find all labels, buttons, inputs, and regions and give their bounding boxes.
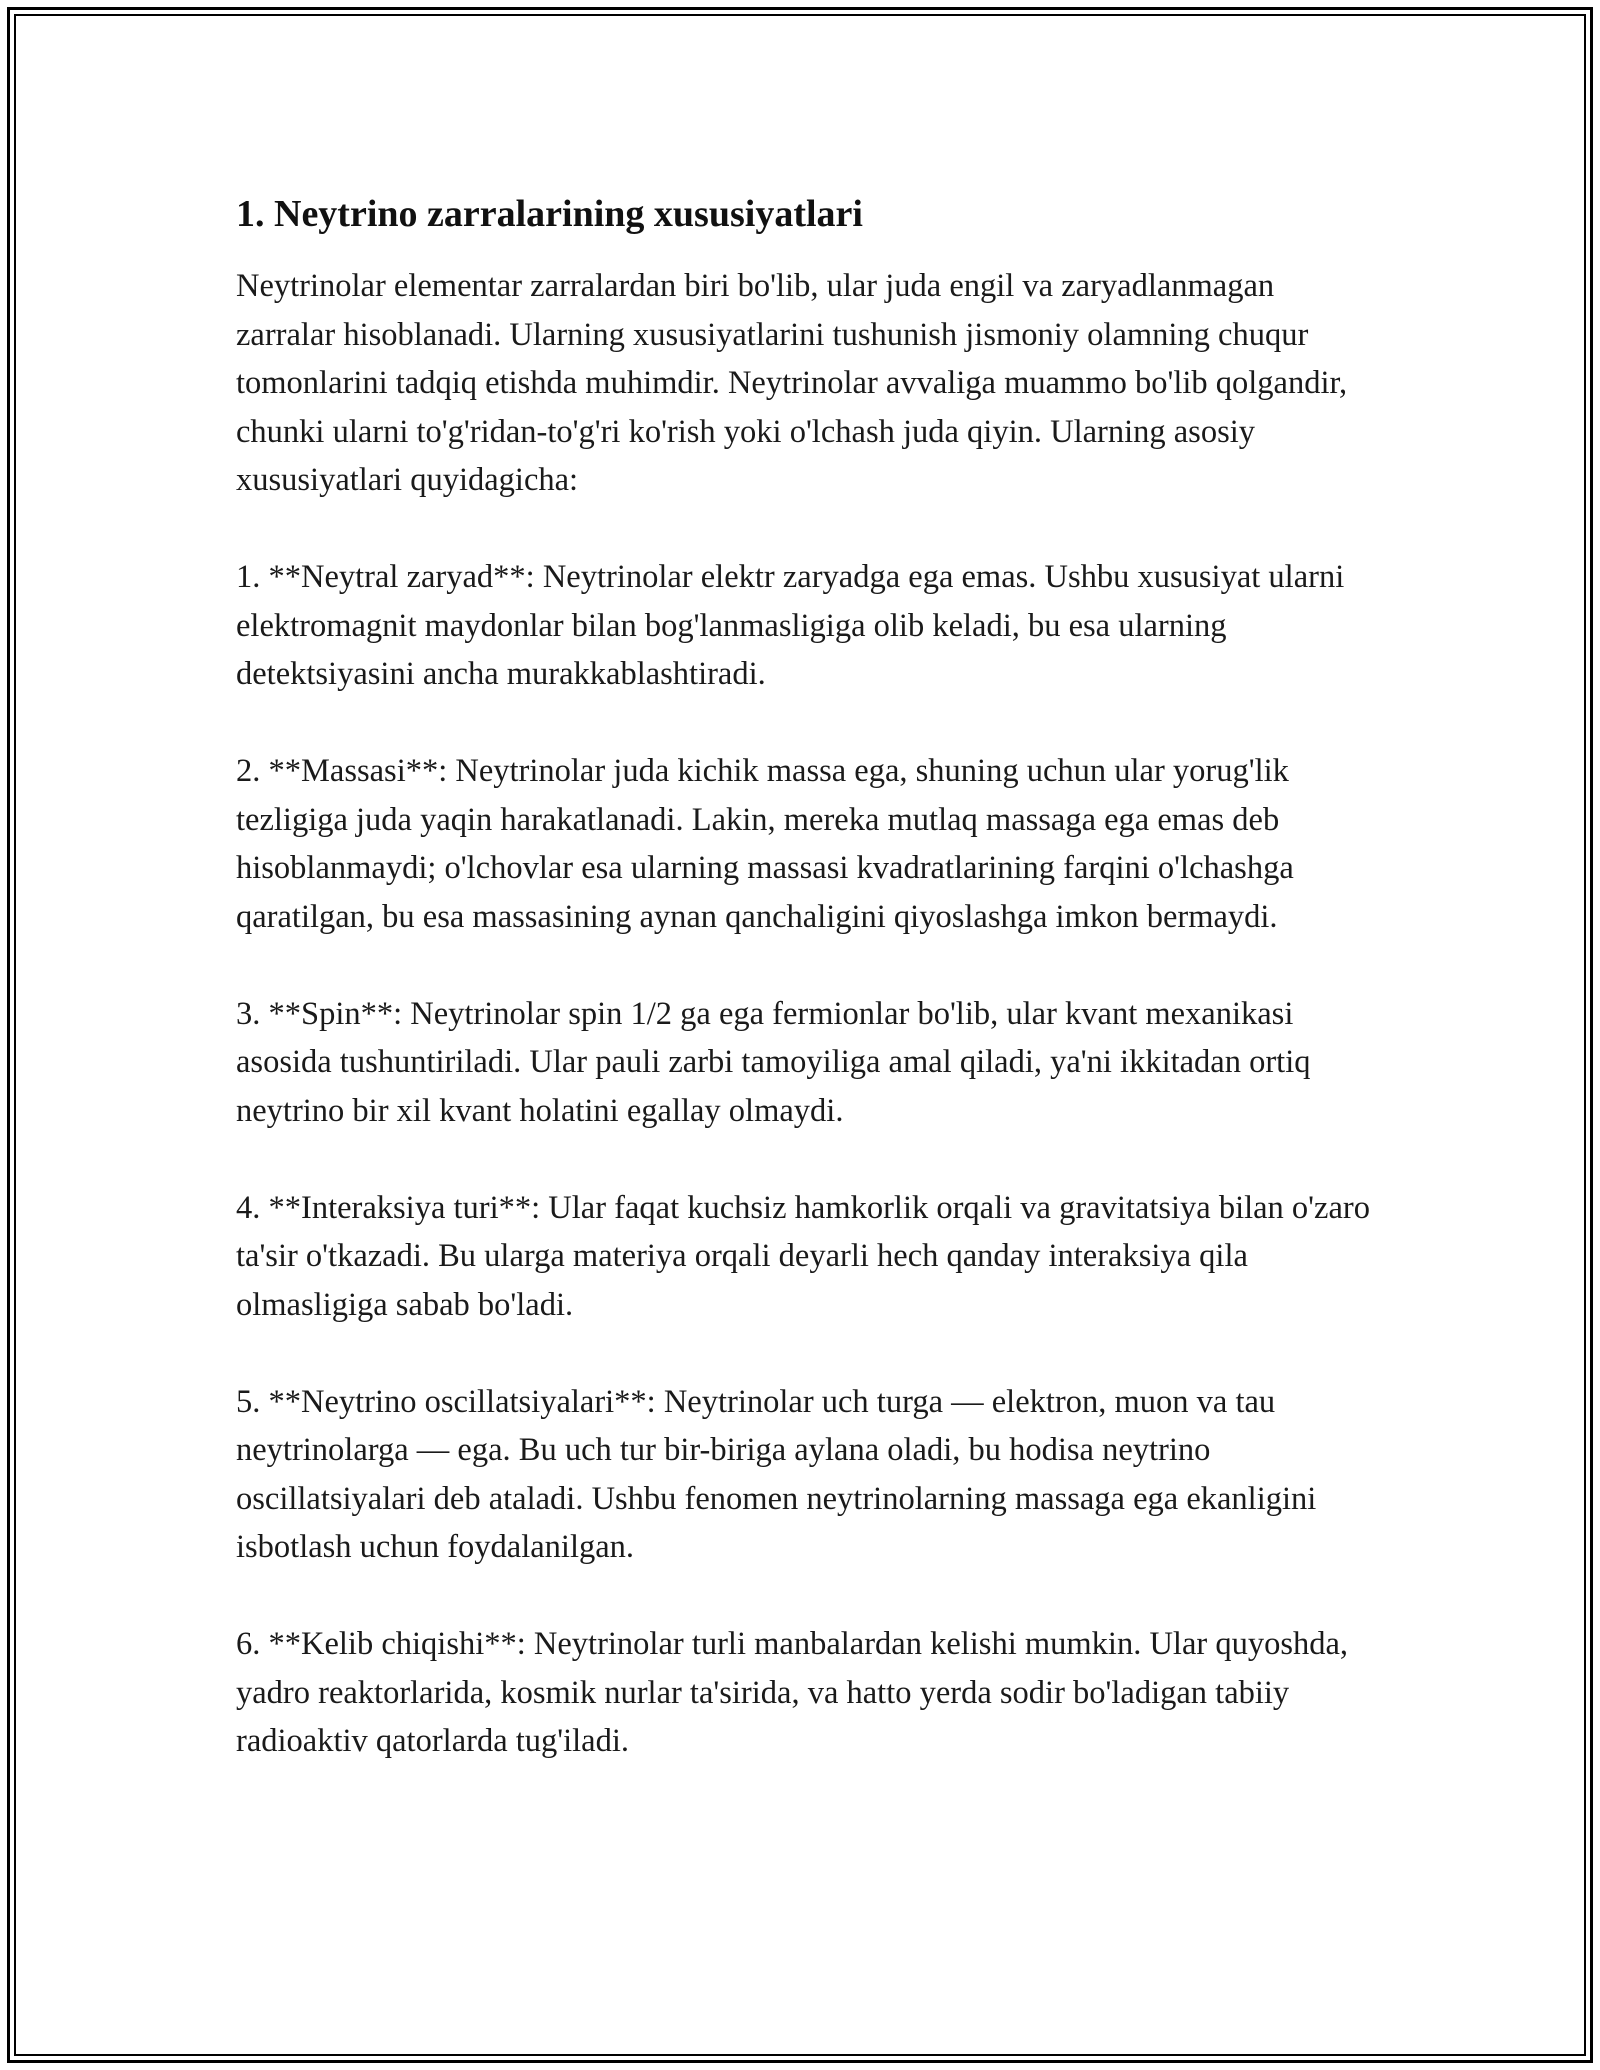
- list-item-origin: 6. **Kelib chiqishi**: Neytrinolar turli manbalardan kelishi mumkin. Ular quyoshda, yadro reaktorlarida, kosmik nurlar ta'sirida, va hatto yerda sodir bo'ladigan tabiiy radioaktiv qatorlarda tug'iladi.: [236, 1626, 1349, 1759]
- document-body: [236, 188, 1376, 1766]
- list-item-mass: 2. **Massasi**: Neytrinolar juda kichik massa ega, shuning uchun ular yorug'lik tezligiga juda yaqin harakatlanadi. Lakin, mereka mutlaq massaga ega emas deb hisoblanmaydi; o'lchovlar esa ularning massasi kvadratlarining farqini o'lchashga qaratilgan, bu esa massasining aynan qanchaligini qiyoslashga imkon bermaydi.: [236, 753, 1294, 935]
- list-item-interaction-type: 4. **Interaksiya turi**: Ular faqat kuchsiz hamkorlik orqali va gravitatsiya bilan o'zaro ta'sir o'tkazadi. Bu ularga materiya orqali deyarli hech qanday interaksiya qila olmasligiga sabab bo'ladi.: [236, 1189, 1370, 1323]
- intro-paragraph: Neytrinolar elementar zarralardan biri bo'lib, ular juda engil va zaryadlanmagan zarralar hisoblanadi. Ularning xususiyatlarini tushunish jismoniy olamning chuqur tomonlarini tadqiq etishda muhimdir. Neytrinolar avvaliga muammo bo'lib qolgandir, chunki ularni to'g'ridan-to'g'ri ko'rish yoki o'lchash juda qiyin. Ularning asosiy xususiyatlari quyidagicha:: [236, 268, 1348, 498]
- list-item-spin: 3. **Spin**: Neytrinolar spin 1/2 ga ega fermionlar bo'lib, ular kvant mexanikasi asosida tushuntiriladi. Ular pauli zarbi tamoyiliga amal qiladi, ya'ni ikkitadan ortiq neytrino bir xil kvant holatini egallay olmaydi.: [236, 995, 1311, 1129]
- list-item-neutral-charge: 1. **Neytral zaryad**: Neytrinolar elektr zaryadga ega emas. Ushbu xususiyat ularni elektromagnit maydonlar bilan bog'lanmasligiga olib keladi, bu esa ularning detektsiyasini ancha murakkablashtiradi.: [236, 559, 1345, 692]
- section-heading: 1. Neytrino zarralarining xususiyatlari: [236, 193, 863, 235]
- list-item-oscillations: 5. **Neytrino oscillatsiyalari**: Neytrinolar uch turga — elektron, muon va tau neytrinolarga — ega. Bu uch tur bir-biriga aylana oladi, bu hodisa neytrino oscillatsiyalari deb ataladi. Ushbu fenomen neytrinolarning massaga ega ekanligini isbotlash uchun foydalanilgan.: [236, 1383, 1317, 1565]
